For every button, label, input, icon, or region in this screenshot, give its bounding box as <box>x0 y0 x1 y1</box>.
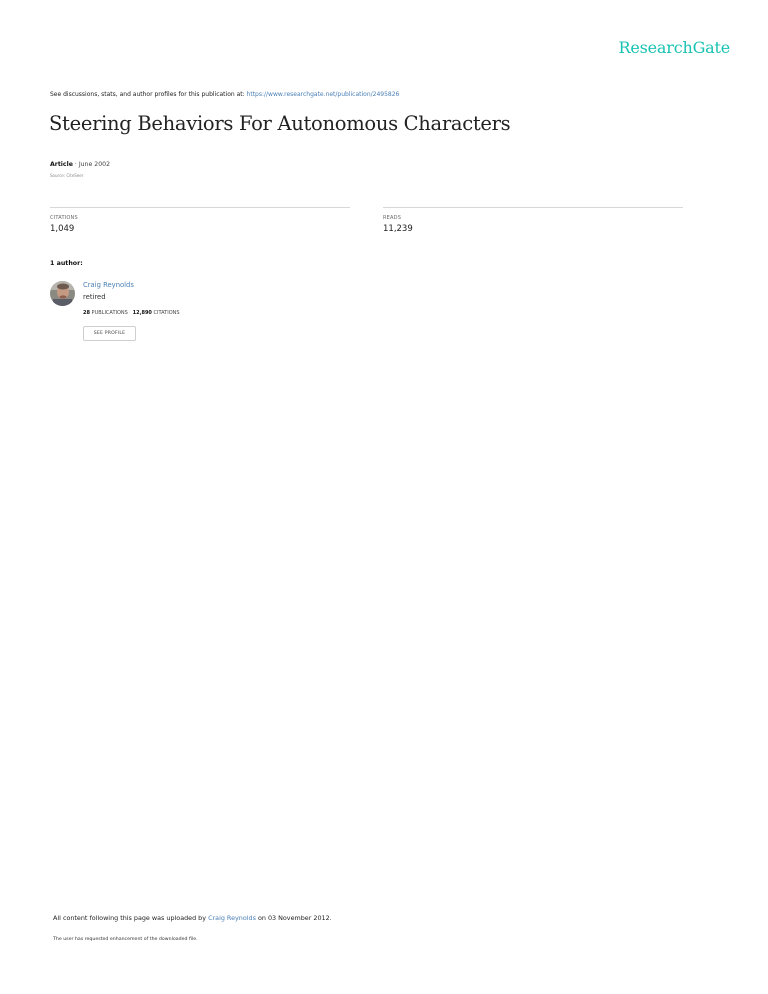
author-publications-label: PUBLICATIONS <box>89 310 128 316</box>
citations-divider <box>50 207 350 208</box>
publication-meta <box>50 161 110 168</box>
researchgate-logo[interactable]: ResearchGate <box>618 38 730 57</box>
citations-label: CITATIONS <box>50 215 78 221</box>
upload-prefix: All content following this page was uploaded by <box>53 914 209 922</box>
reads-value: 11,239 <box>383 224 413 234</box>
publication-type: Article <box>50 161 73 168</box>
citations-value: 1,049 <box>50 224 75 234</box>
author-citations-label: CITATIONS <box>151 310 180 316</box>
author-avatar[interactable] <box>50 281 75 306</box>
author-photo <box>50 281 75 306</box>
meta-separator: · <box>72 161 79 168</box>
authors-heading: 1 author: <box>50 260 83 267</box>
publication-link[interactable]: https://www.researchgate.net/publication/2495826 <box>246 91 400 98</box>
reads-divider <box>383 207 683 208</box>
see-profile-button[interactable]: SEE PROFILE <box>83 326 136 341</box>
author-citations-count: 12,890 <box>132 310 152 316</box>
reads-label: READS <box>383 215 402 221</box>
author-stats <box>83 310 180 316</box>
author-affiliation: retired <box>83 293 106 301</box>
upload-suffix: on 03 November 2012. <box>255 914 332 922</box>
author-publications-count: 28 <box>83 310 90 316</box>
author-name-link[interactable]: Craig Reynolds <box>83 281 134 289</box>
discussion-text: See discussions, stats, and author profiles for this publication at: <box>50 91 247 98</box>
uploader-link[interactable]: Craig Reynolds <box>208 914 256 922</box>
upload-notice <box>53 914 332 922</box>
publication-title: Steering Behaviors For Autonomous Characters <box>49 112 511 135</box>
enhancement-note: The user has requested enhancement of the downloaded file. <box>53 937 198 942</box>
publication-source: Source: CiteSeer <box>50 173 84 178</box>
discussion-notice <box>50 91 399 98</box>
publication-date: June 2002 <box>78 161 111 168</box>
